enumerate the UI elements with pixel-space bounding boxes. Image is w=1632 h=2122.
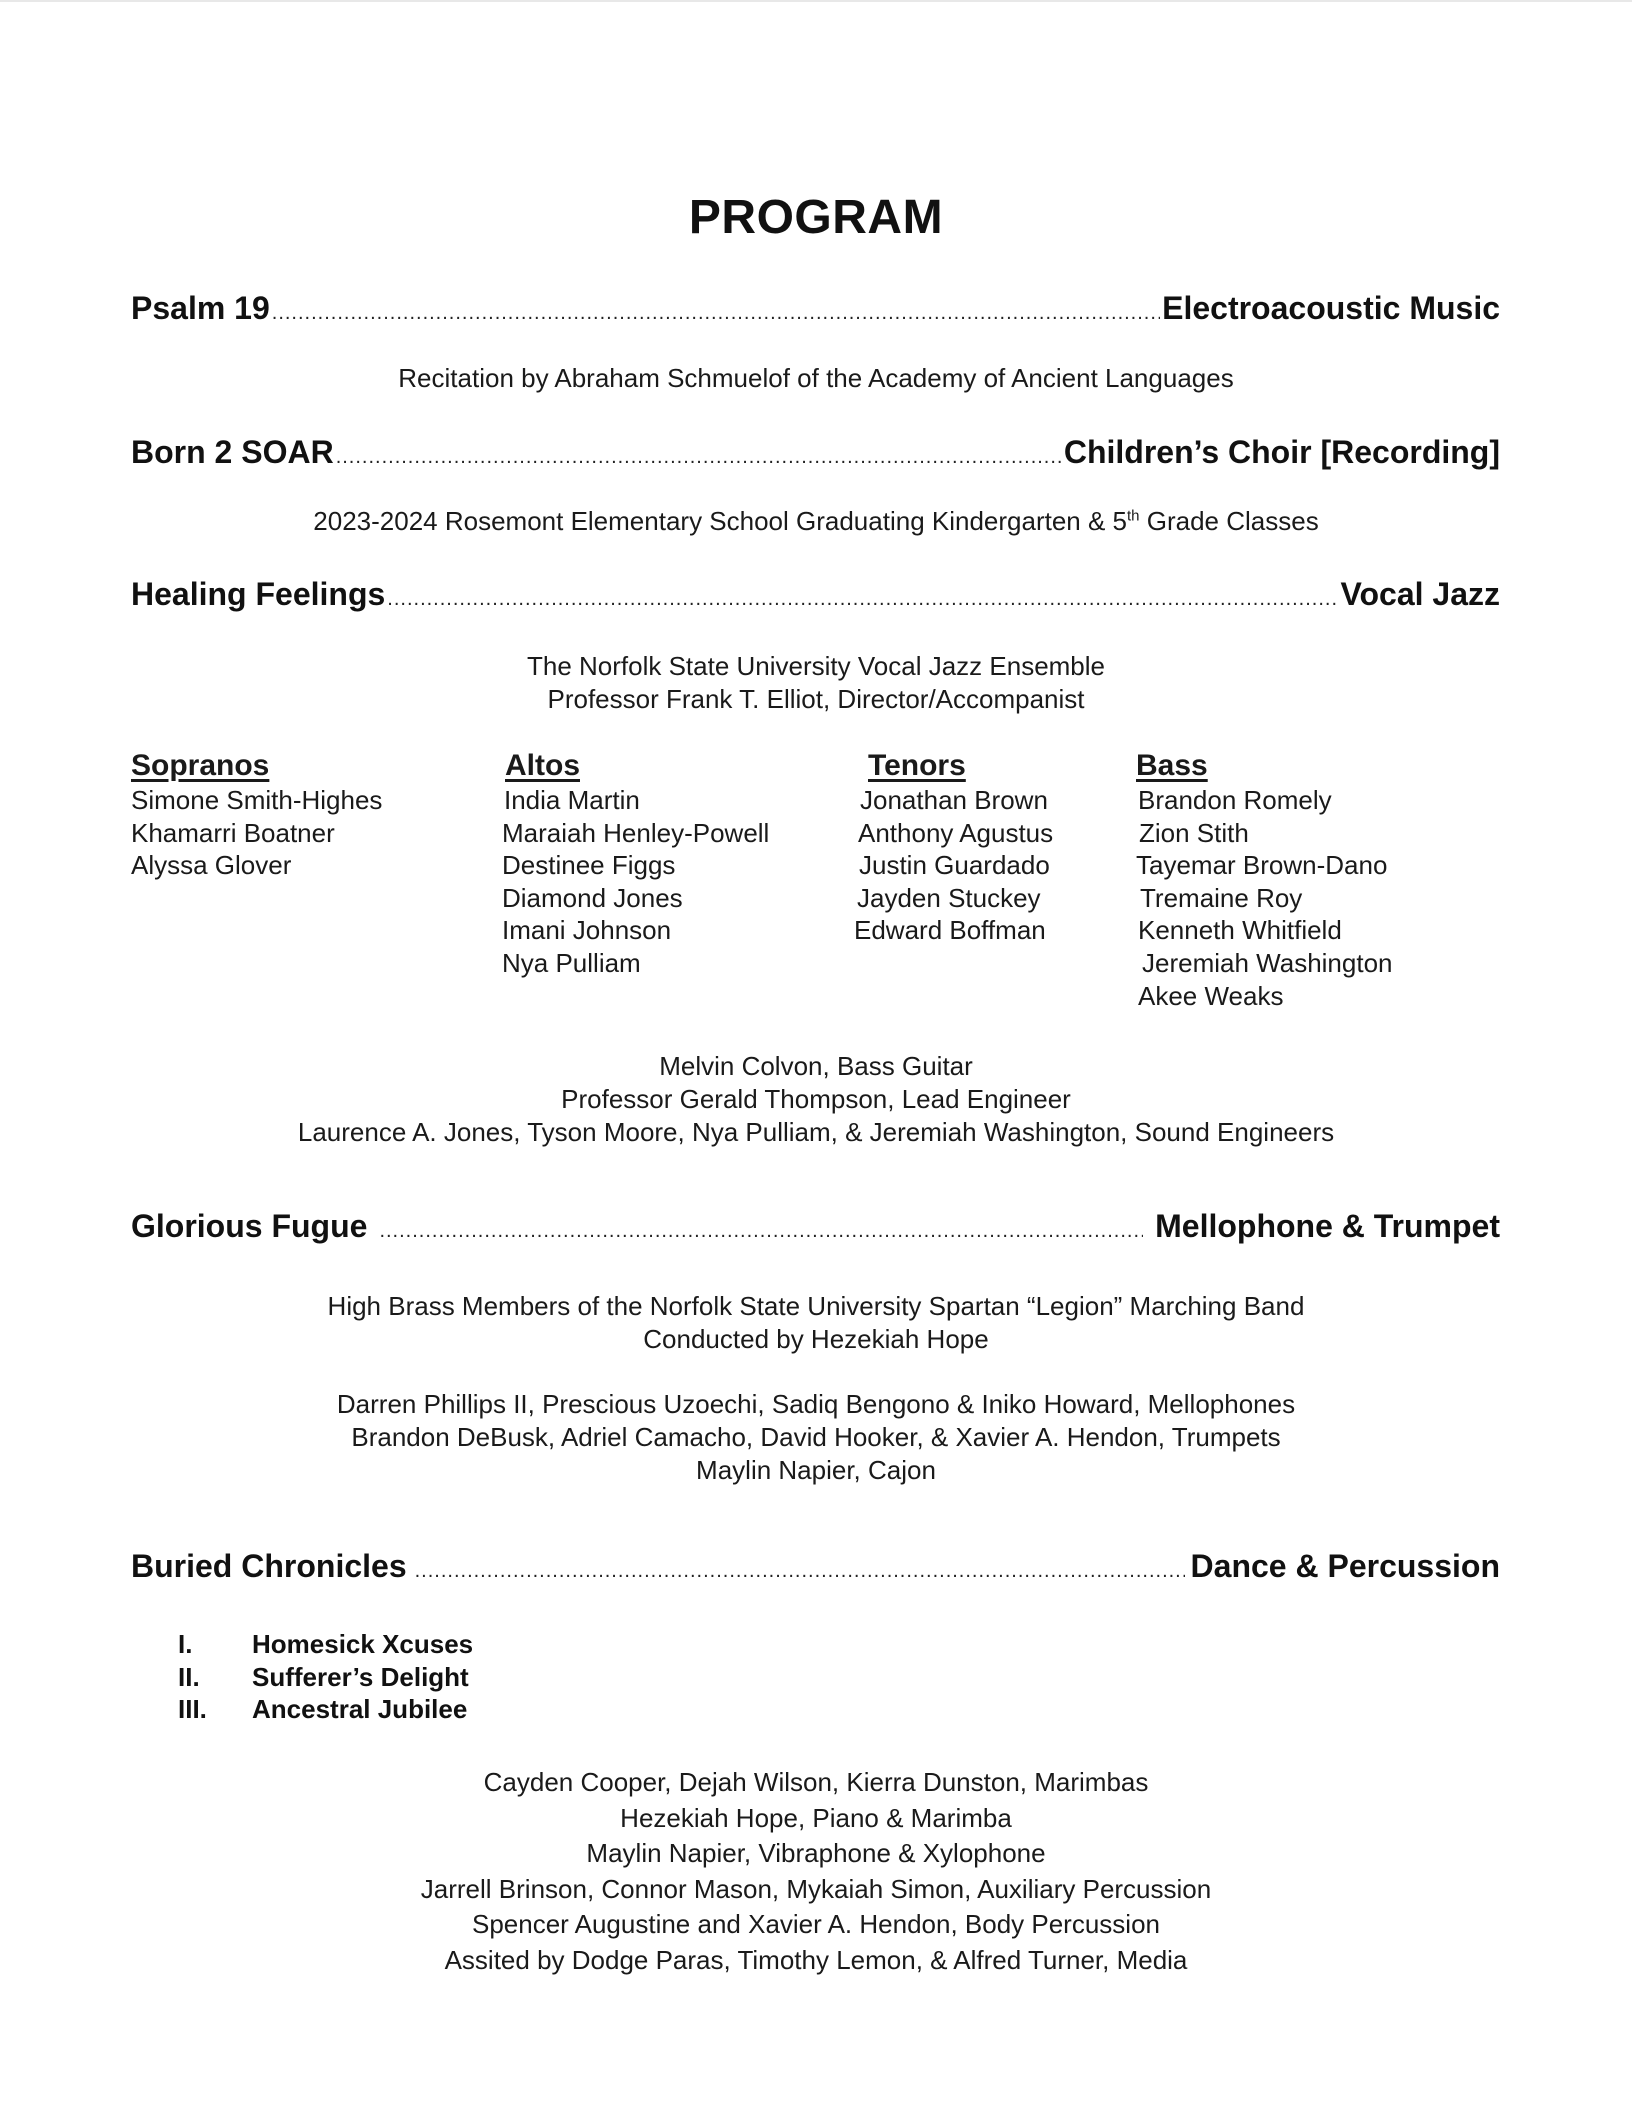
dot-leader xyxy=(379,1220,1143,1243)
movement-item xyxy=(178,1628,473,1661)
member-name: Zion Stith xyxy=(1139,817,1249,848)
piece-title: Psalm 19 xyxy=(131,290,270,326)
program-entry-glorious-fugue xyxy=(131,1208,1500,1245)
section-sopranos xyxy=(131,748,382,882)
note-text: 2023-2024 Rosemont Elementary School Graduating Kindergarten & 5 xyxy=(313,506,1127,536)
entry-notes xyxy=(0,1290,1632,1356)
dot-leader xyxy=(336,446,1062,469)
member-name: Simone Smith-Highes xyxy=(131,785,383,815)
member-name: Imani Johnson xyxy=(502,915,672,946)
member-name: Tayemar Brown-Dano xyxy=(1136,850,1388,881)
credit-line: Hezekiah Hope, Piano & Marimba xyxy=(620,1802,1012,1833)
credit-line: Maylin Napier, Cajon xyxy=(696,1455,936,1485)
entry-credits xyxy=(0,1388,1632,1487)
member-name: Edward Boffman xyxy=(854,915,1046,946)
member-name: Jayden Stuckey xyxy=(857,882,1041,913)
member-name: Anthony Agustus xyxy=(858,817,1054,848)
credit-line: Laurence A. Jones, Tyson Moore, Nya Pulliam, & Jeremiah Washington, Sound Engineers xyxy=(297,1117,1335,1147)
piece-category: Dance & Percussion xyxy=(1190,1548,1500,1584)
note-text: Grade Classes xyxy=(1139,506,1319,536)
movement-number: II. xyxy=(178,1661,200,1692)
section-heading: Tenors xyxy=(868,749,966,782)
member-name: Nya Pulliam xyxy=(502,947,641,978)
note-line: The Norfolk State University Vocal Jazz Ensemble xyxy=(526,651,1106,681)
dot-leader xyxy=(415,1560,1185,1583)
member-name: Akee Weaks xyxy=(1138,980,1284,1011)
section-bass xyxy=(1136,748,1393,1012)
movement-number: III. xyxy=(178,1694,207,1724)
page-title: PROGRAM xyxy=(688,191,944,244)
movement-list xyxy=(178,1628,473,1726)
piece-category: Vocal Jazz xyxy=(1340,576,1500,612)
movement-title: Sufferer’s Delight xyxy=(252,1661,469,1692)
section-altos xyxy=(502,748,769,980)
note-line xyxy=(0,505,1632,538)
note-line: High Brass Members of the Norfolk State University Spartan “Legion” Marching Band xyxy=(327,1291,1305,1321)
piece-title: Glorious Fugue xyxy=(131,1208,368,1244)
credit-line: Cayden Cooper, Dejah Wilson, Kierra Dunston, Marimbas xyxy=(483,1767,1149,1797)
credit-line: Brandon DeBusk, Adriel Camacho, David Hooker, & Xavier A. Hendon, Trumpets xyxy=(351,1422,1281,1452)
dot-leader xyxy=(387,588,1338,611)
member-name: Maraiah Henley-Powell xyxy=(502,817,770,848)
credit-line: Spencer Augustine and Xavier A. Hendon, Body Percussion xyxy=(472,1909,1160,1939)
program-entry-psalm-19 xyxy=(131,290,1500,327)
dot-leader xyxy=(272,302,1160,325)
member-name: Destinee Figgs xyxy=(502,850,676,881)
program-entry-buried-chronicles xyxy=(131,1548,1500,1585)
credit-line: Maylin Napier, Vibraphone & Xylophone xyxy=(586,1838,1046,1868)
member-name: Jeremiah Washington xyxy=(1142,947,1393,978)
movement-title: Homesick Xcuses xyxy=(252,1629,474,1659)
piece-title: Buried Chronicles xyxy=(131,1548,407,1584)
ordinal-suffix: th xyxy=(1127,507,1140,525)
piece-category: Children’s Choir [Recording] xyxy=(1063,434,1500,470)
movement-title: Ancestral Jubilee xyxy=(252,1694,468,1724)
section-heading: Bass xyxy=(1136,749,1208,782)
entry-notes xyxy=(0,505,1632,538)
page-top-border xyxy=(0,0,1632,2)
note-line: Recitation by Abraham Schmuelof of the Academy of Ancient Languages xyxy=(398,363,1234,393)
credit-line: Darren Phillips II, Prescious Uzoechi, Sadiq Bengono & Iniko Howard, Mellophones xyxy=(336,1389,1296,1419)
piece-title: Healing Feelings xyxy=(131,576,386,612)
movement-item xyxy=(178,1693,473,1726)
member-name: Alyssa Glover xyxy=(131,850,292,881)
note-line: Conducted by Hezekiah Hope xyxy=(643,1324,989,1354)
member-name: Tremaine Roy xyxy=(1140,882,1303,913)
member-name: Brandon Romely xyxy=(1138,785,1332,815)
member-name: Khamarri Boatner xyxy=(131,817,335,848)
section-tenors xyxy=(854,748,1053,947)
section-heading: Sopranos xyxy=(131,749,270,782)
piece-category: Electroacoustic Music xyxy=(1162,290,1500,326)
member-name: Kenneth Whitfield xyxy=(1138,915,1342,946)
credit-line: Jarrell Brinson, Connor Mason, Mykaiah Simon, Auxiliary Percussion xyxy=(420,1873,1212,1904)
member-name: Jonathan Brown xyxy=(860,785,1048,815)
movement-item xyxy=(178,1661,473,1694)
movement-number: I. xyxy=(178,1629,193,1659)
entry-credits xyxy=(0,1765,1632,1978)
entry-notes xyxy=(0,362,1632,395)
program-entry-born-2-soar xyxy=(131,434,1500,471)
entry-notes xyxy=(0,650,1632,716)
credit-line: Professor Gerald Thompson, Lead Engineer xyxy=(561,1084,1071,1114)
member-name: Justin Guardado xyxy=(859,850,1050,881)
member-name: Diamond Jones xyxy=(502,882,683,913)
piece-category: Mellophone & Trumpet xyxy=(1155,1208,1500,1244)
piece-title: Born 2 SOAR xyxy=(131,434,334,470)
note-line: Professor Frank T. Elliot, Director/Accompanist xyxy=(547,684,1085,714)
credit-line: Melvin Colvon, Bass Guitar xyxy=(659,1051,973,1081)
program-entry-healing-feelings xyxy=(131,576,1500,613)
entry-credits xyxy=(0,1050,1632,1149)
member-name: India Martin xyxy=(504,785,640,815)
section-heading: Altos xyxy=(505,749,580,782)
credit-line: Assited by Dodge Paras, Timothy Lemon, & Alfred Turner, Media xyxy=(444,1944,1188,1975)
